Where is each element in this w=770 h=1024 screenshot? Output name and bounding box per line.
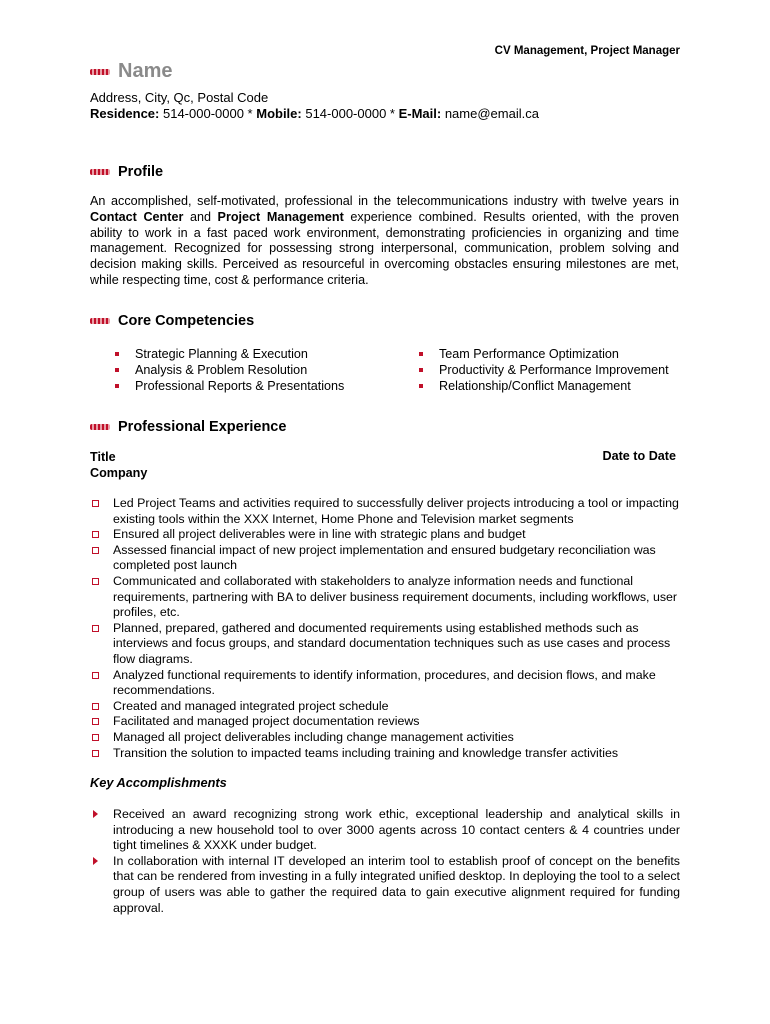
list-item: Assessed financial impact of new project implementation and ensured budgetary reconciliation was completed post launch	[90, 543, 680, 574]
profile-title: Profile	[118, 164, 164, 180]
list-item: Team Performance Optimization	[416, 347, 669, 363]
residence-label: Residence:	[90, 106, 160, 121]
section-marker-icon	[90, 69, 110, 75]
list-item: Professional Reports & Presentations	[112, 379, 344, 395]
list-item: Facilitated and managed project documentation reviews	[90, 714, 680, 730]
company-name: Company	[90, 466, 148, 480]
accomplishments-list	[90, 807, 680, 916]
email-label: E-Mail:	[398, 106, 442, 121]
competencies-heading	[90, 313, 254, 329]
experience-heading	[90, 419, 286, 435]
document-label: CV Management, Project Manager	[494, 45, 680, 57]
list-item: Created and managed integrated project schedule	[90, 699, 680, 715]
section-marker-icon	[90, 424, 110, 430]
list-item: Transition the solution to impacted teams including training and knowledge transfer activities	[90, 746, 680, 762]
list-item: Ensured all project deliverables were in line with strategic plans and budget	[90, 527, 680, 543]
list-item: Received an award recognizing strong work ethic, exceptional leadership and analytical skills in introducing a new household tool to over 3000 agents across 10 contact centers & 4 countries under tight timelines & XXXK under budget.	[90, 807, 680, 854]
section-marker-icon	[90, 318, 110, 324]
list-item: Managed all project deliverables including change management activities	[90, 730, 680, 746]
profile-bold-1: Contact Center	[90, 209, 184, 224]
profile-text-2: and	[183, 209, 218, 224]
duties-list	[90, 496, 680, 761]
residence-number: 514-000-0000 *	[159, 106, 257, 121]
mobile-number: 514-000-0000 *	[301, 106, 399, 121]
candidate-name: Name	[118, 60, 173, 82]
list-item: Planned, prepared, gathered and documented requirements using established methods such as interviews and focus groups, and standard documentation techniques such as use cases and process flow diagrams.	[90, 621, 680, 668]
list-item: Relationship/Conflict Management	[416, 379, 669, 395]
accomplishments-heading: Key Accomplishments	[90, 775, 227, 790]
profile-text-3: experience combined. Results oriented, with the proven ability to work in a fast paced work environment, demonstrating proficiencies in organizing and time management. Recognized for possessing strong interpersonal, communication, problem solving and decision making skills. Perceived as resourceful in overcoming obstacles ensuring milestones are met, while respecting time, cost & performance criteria.	[90, 209, 680, 287]
address-line: Address, City, Qc, Postal Code	[90, 90, 269, 105]
list-item: Analyzed functional requirements to identify information, procedures, and decision flows, and make recommendations.	[90, 668, 680, 699]
phone-email-line	[90, 106, 539, 122]
job-title: Title	[90, 450, 116, 464]
list-item: Communicated and collaborated with stakeholders to analyze information needs and functional requirements, partnering with BA to deliver business requirement documents, including workflows, user profiles, etc.	[90, 574, 680, 621]
competencies-left-list	[112, 347, 344, 394]
candidate-name-heading	[90, 60, 172, 83]
profile-text-1: An accomplished, self-motivated, professional in the telecommunications industry with twelve years in	[90, 194, 679, 208]
email-address: name@email.ca	[441, 106, 539, 121]
section-marker-icon	[90, 169, 110, 175]
competencies-right-list	[416, 347, 669, 394]
experience-title: Professional Experience	[118, 419, 287, 435]
list-item: Analysis & Problem Resolution	[112, 363, 344, 379]
mobile-label: Mobile:	[256, 106, 302, 121]
job-header	[90, 449, 147, 481]
job-date: Date to Date	[602, 449, 676, 463]
profile-paragraph	[90, 194, 679, 289]
profile-bold-2: Project Management	[217, 209, 344, 224]
profile-heading	[90, 164, 163, 180]
list-item: Productivity & Performance Improvement	[416, 363, 669, 379]
competencies-title: Core Competencies	[118, 313, 255, 329]
contact-block	[90, 90, 539, 122]
list-item: Led Project Teams and activities required to successfully deliver projects introducing a tool or impacting existing tools within the XXX Internet, Home Phone and Television market segments	[90, 496, 680, 527]
list-item: Strategic Planning & Execution	[112, 347, 344, 363]
list-item: In collaboration with internal IT developed an interim tool to establish proof of concept on the benefits that can be rendered from investing in a fully integrated unified desktop. In deploying the tool to a select group of users was able to gather the required data to gain executive alignment required for funding approval.	[90, 854, 680, 916]
